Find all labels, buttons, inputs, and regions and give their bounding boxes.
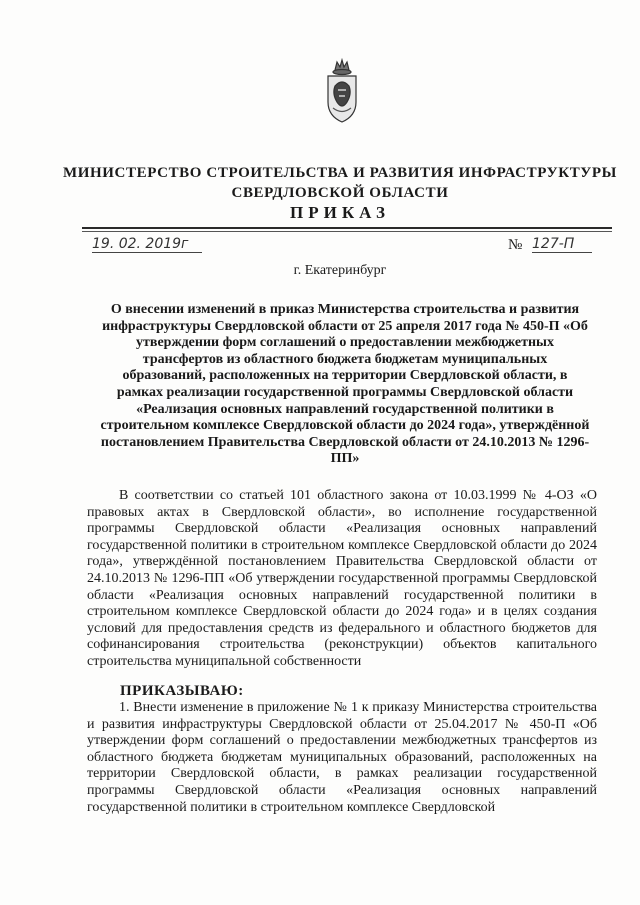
document-city: г. Екатеринбург [293,263,387,278]
preamble-paragraph: В соответствии со статьей 101 областного закона от 10.03.1999 № 4-ОЗ «О правовых актах в Свердловской области», во исполнение государственной программы Свердловской области «Реализация основных направлений государственной политики в строительном комплексе Свердловской области до 2024 года», утверждённой постановлением Правительства Свердловской области от 24.10.2013 № 1296-ПП «Об утверждении государственной программы Свердловской области «Реализация основных направлений государственной политики в строительном комплексе Свердловской области до 2024 года» и в целях создания условий для предоставления средств из федерального и областного бюджетов для софинансирования строительства (реконструкции) объектов капитального строительства муниципальной собственности [87,488,597,669]
document-date: 19. 02. 2019г [92,236,202,253]
document-type-title: ПРИКАЗ [290,203,390,222]
header-divider-thick [82,227,612,229]
document-subject: О внесении изменений в приказ Министерства строительства и развития инфраструктуры Свердловской области от 25 апреля 2017 года № 450-П «Об утверждении форм соглашений о предоставлении межбюджетных трансфертов из областного бюджета бюджетам муниципальных образований, расположенных на территории Свердловской области, в рамках реализации государственной программы Свердловской области «Реализация основных направлений государственной политики в строительном комплексе Свердловской области до 2024 года», утверждённой постановлением Правительства Свердловской области от 24.10.2013 № 1296-ПП» [100,302,590,467]
ministry-name-line2: СВЕРДЛОВСКОЙ ОБЛАСТИ [231,185,449,201]
order-item-1: 1. Внести изменение в приложение № 1 к приказу Министерства строительства и развития инфраструктуры Свердловской области от 25.04.2017 № 450-П «Об утверждении форм соглашений о предоставлении межбюджетных трансфертов из областного бюджета бюджетам муниципальных образований, расположенных на территории Свердловской области, в рамках реализации государственной программы Свердловской области «Реализация основных направлений государственной политики в строительном комплексе Свердловской [87,700,597,815]
order-keyword: ПРИКАЗЫВАЮ: [120,683,244,699]
number-sign: № [508,237,523,253]
coat-of-arms-icon [323,58,361,124]
ministry-name-line1: МИНИСТЕРСТВО СТРОИТЕЛЬСТВА И РАЗВИТИЯ ИНФРАСТРУКТУРЫ [63,165,617,181]
document-number: 127-П [532,236,592,253]
header-divider-thin [82,231,612,232]
